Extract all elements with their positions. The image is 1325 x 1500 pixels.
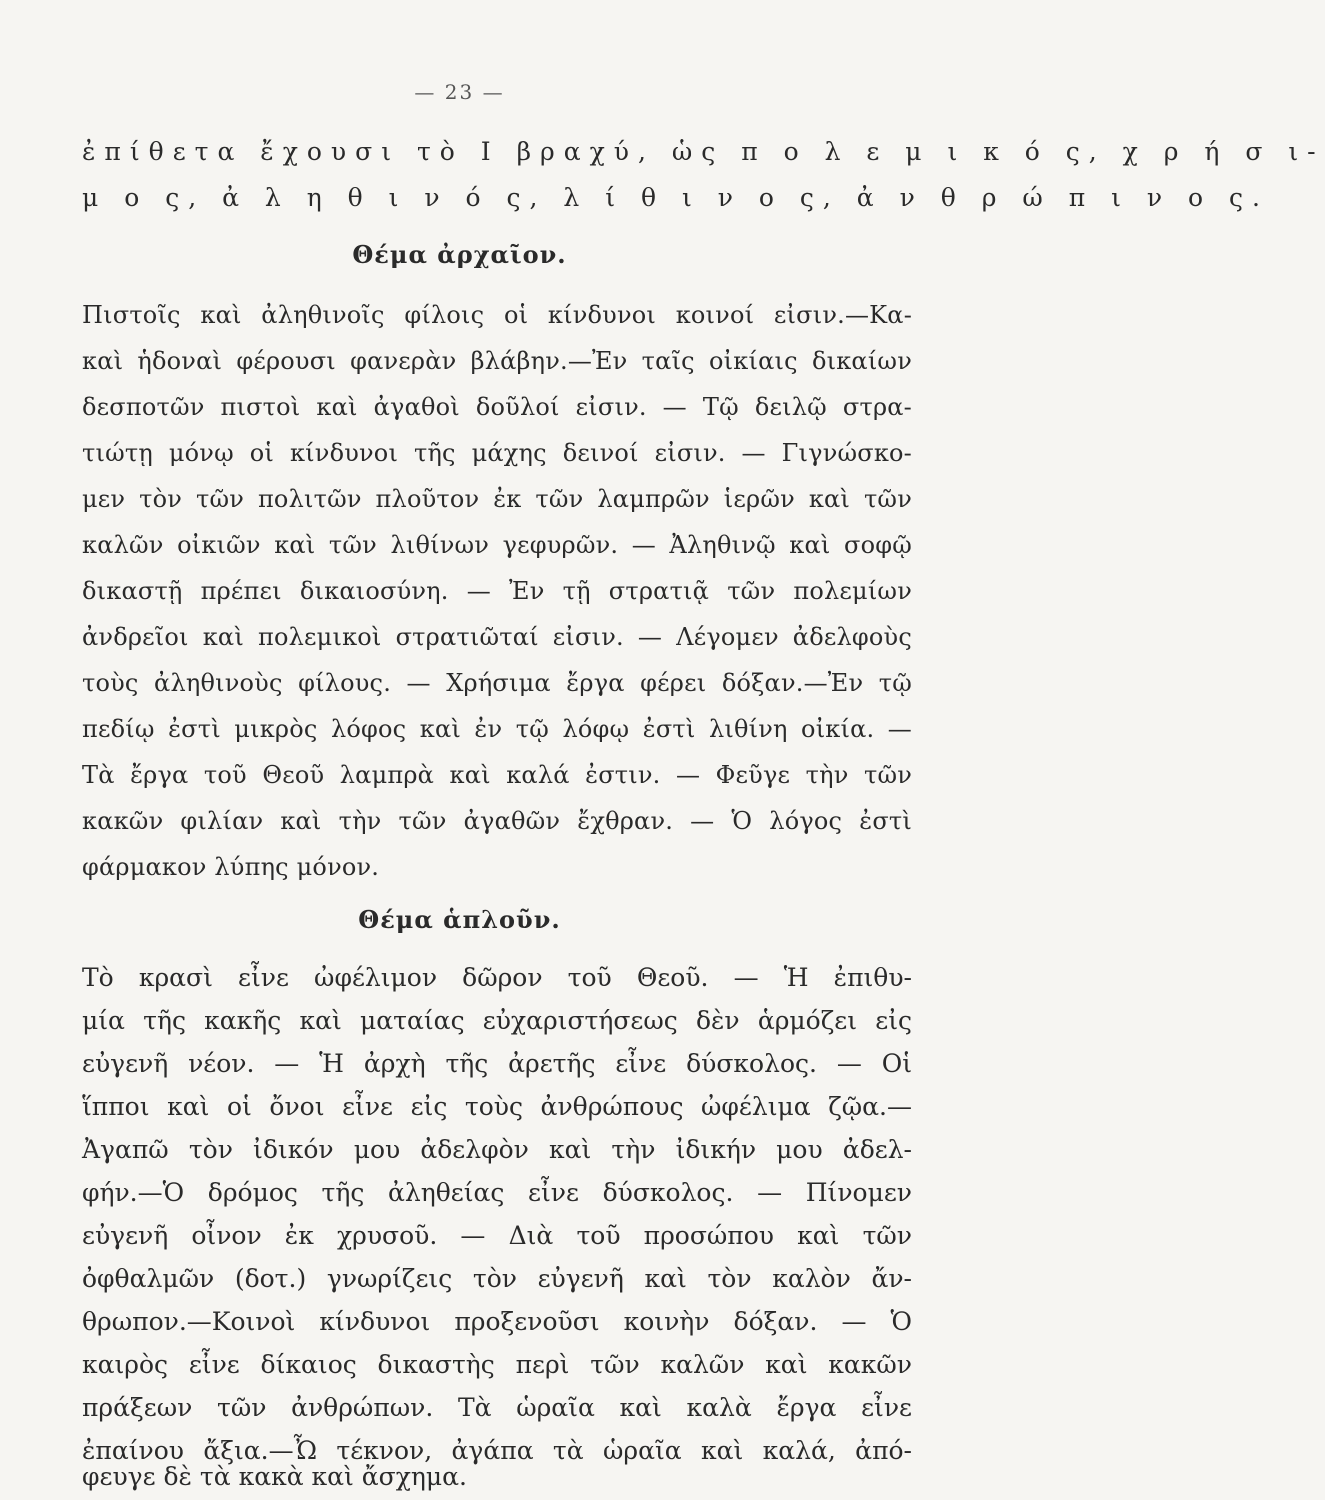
text-line: κακῶν φιλίαν καὶ τὴν τῶν ἀγαθῶν ἔχθραν. — Ὁ λόγος ἐστὶ xyxy=(82,807,912,835)
text-line: εὐγενῆ οἶνον ἐκ χρυσοῦ. — Διὰ τοῦ προσώπου καὶ τῶν xyxy=(82,1221,912,1250)
text-line: φευγε δὲ τὰ κακὰ καὶ ἄσχημα. xyxy=(82,1462,467,1491)
section-heading-ancient: Θέμα ἀρχαῖον. xyxy=(352,240,567,269)
text-line: καιρὸς εἶνε δίκαιος δικαστὴς περὶ τῶν καλῶν καὶ κακῶν xyxy=(82,1350,912,1379)
text-line: καὶ ἡδοναὶ φέρουσι φανερὰν βλάβην.—Ἐν ταῖς οἰκίαις δικαίων xyxy=(82,347,912,375)
text-line: πεδίῳ ἐστὶ μικρὸς λόφος καὶ ἐν τῷ λόφῳ ἐστὶ λιθίνη οἰκία. — xyxy=(82,715,912,743)
text-line: μία τῆς κακῆς καὶ ματαίας εὐχαριστήσεως δὲν ἁρμόζει εἰς xyxy=(82,1006,912,1035)
text-line: ἵπποι καὶ οἱ ὄνοι εἶνε εἰς τοὺς ἀνθρώπους ὠφέλιμα ζῷα.— xyxy=(82,1092,912,1121)
text-line: τοὺς ἀληθινοὺς φίλους. — Χρήσιμα ἔργα φέρει δόξαν.—Ἐν τῷ xyxy=(82,669,912,697)
text-line: Ἀγαπῶ τὸν ἰδικόν μου ἀδελφὸν καὶ τὴν ἰδικήν μου ἀδελ- xyxy=(82,1135,912,1164)
page-number: — 23 — xyxy=(414,80,505,104)
text-line: θρωπον.—Κοινοὶ κίνδυνοι προξενοῦσι κοινὴν δόξαν. — Ὁ xyxy=(82,1307,912,1336)
text-line: εὐγενῆ νέον. — Ἡ ἀρχὴ τῆς ἀρετῆς εἶνε δύσκολος. — Οἱ xyxy=(82,1049,912,1078)
text-line: φάρμακον λύπης μόνον. xyxy=(82,853,380,881)
text-line: μ ο ς, ἀ λ η θ ι ν ό ς, λ ί θ ι ν ο ς, ἀ ν θ ρ ώ π ι ν ο ς. xyxy=(82,183,1269,212)
text-line: Πιστοῖς καὶ ἀληθινοῖς φίλοις οἱ κίνδυνοι κοινοί εἰσιν.—Κα- xyxy=(82,301,912,329)
text-line: τιώτῃ μόνῳ οἱ κίνδυνοι τῆς μάχης δεινοί εἰσιν. — Γιγνώσκο- xyxy=(82,439,912,467)
text-line: πράξεων τῶν ἀνθρώπων. Τὰ ὡραῖα καὶ καλὰ ἔργα εἶνε xyxy=(82,1393,912,1422)
text-line: Τὰ ἔργα τοῦ Θεοῦ λαμπρὰ καὶ καλά ἐστιν. — Φεῦγε τὴν τῶν xyxy=(82,761,912,789)
text-line: Τὸ κρασὶ εἶνε ὠφέλιμον δῶρον τοῦ Θεοῦ. — Ἡ ἐπιθυ- xyxy=(82,963,912,992)
text-line: ἐπίθετα ἔχουσι τὸ Ι βραχύ, ὡς π ο λ ε μ ι κ ό ς, χ ρ ή σ ι- xyxy=(82,137,1325,166)
text-line: δικαστῇ πρέπει δικαιοσύνη. — Ἐν τῇ στρατιᾷ τῶν πολεμίων xyxy=(82,577,912,605)
text-line: ἐπαίνου ἄξια.—Ὦ τέκνον, ἀγάπα τὰ ὡραῖα καὶ καλά, ἀπό- xyxy=(82,1436,912,1465)
section-heading-simple: Θέμα ἁπλοῦν. xyxy=(358,905,561,934)
text-line: μεν τὸν τῶν πολιτῶν πλοῦτον ἐκ τῶν λαμπρῶν ἱερῶν καὶ τῶν xyxy=(82,485,912,513)
text-line: ἀνδρεῖοι καὶ πολεμικοὶ στρατιῶταί εἰσιν. — Λέγομεν ἀδελφοὺς xyxy=(82,623,912,651)
text-line: ὀφθαλμῶν (δοτ.) γνωρίζεις τὸν εὐγενῆ καὶ τὸν καλὸν ἄν- xyxy=(82,1264,912,1293)
text-line: καλῶν οἰκιῶν καὶ τῶν λιθίνων γεφυρῶν. — Ἀληθινῷ καὶ σοφῷ xyxy=(82,531,912,559)
text-line: φήν.—Ὁ δρόμος τῆς ἀληθείας εἶνε δύσκολος. — Πίνομεν xyxy=(82,1178,912,1207)
text-line: δεσποτῶν πιστοὶ καὶ ἀγαθοὶ δοῦλοί εἰσιν. — Τῷ δειλῷ στρα- xyxy=(82,393,912,421)
